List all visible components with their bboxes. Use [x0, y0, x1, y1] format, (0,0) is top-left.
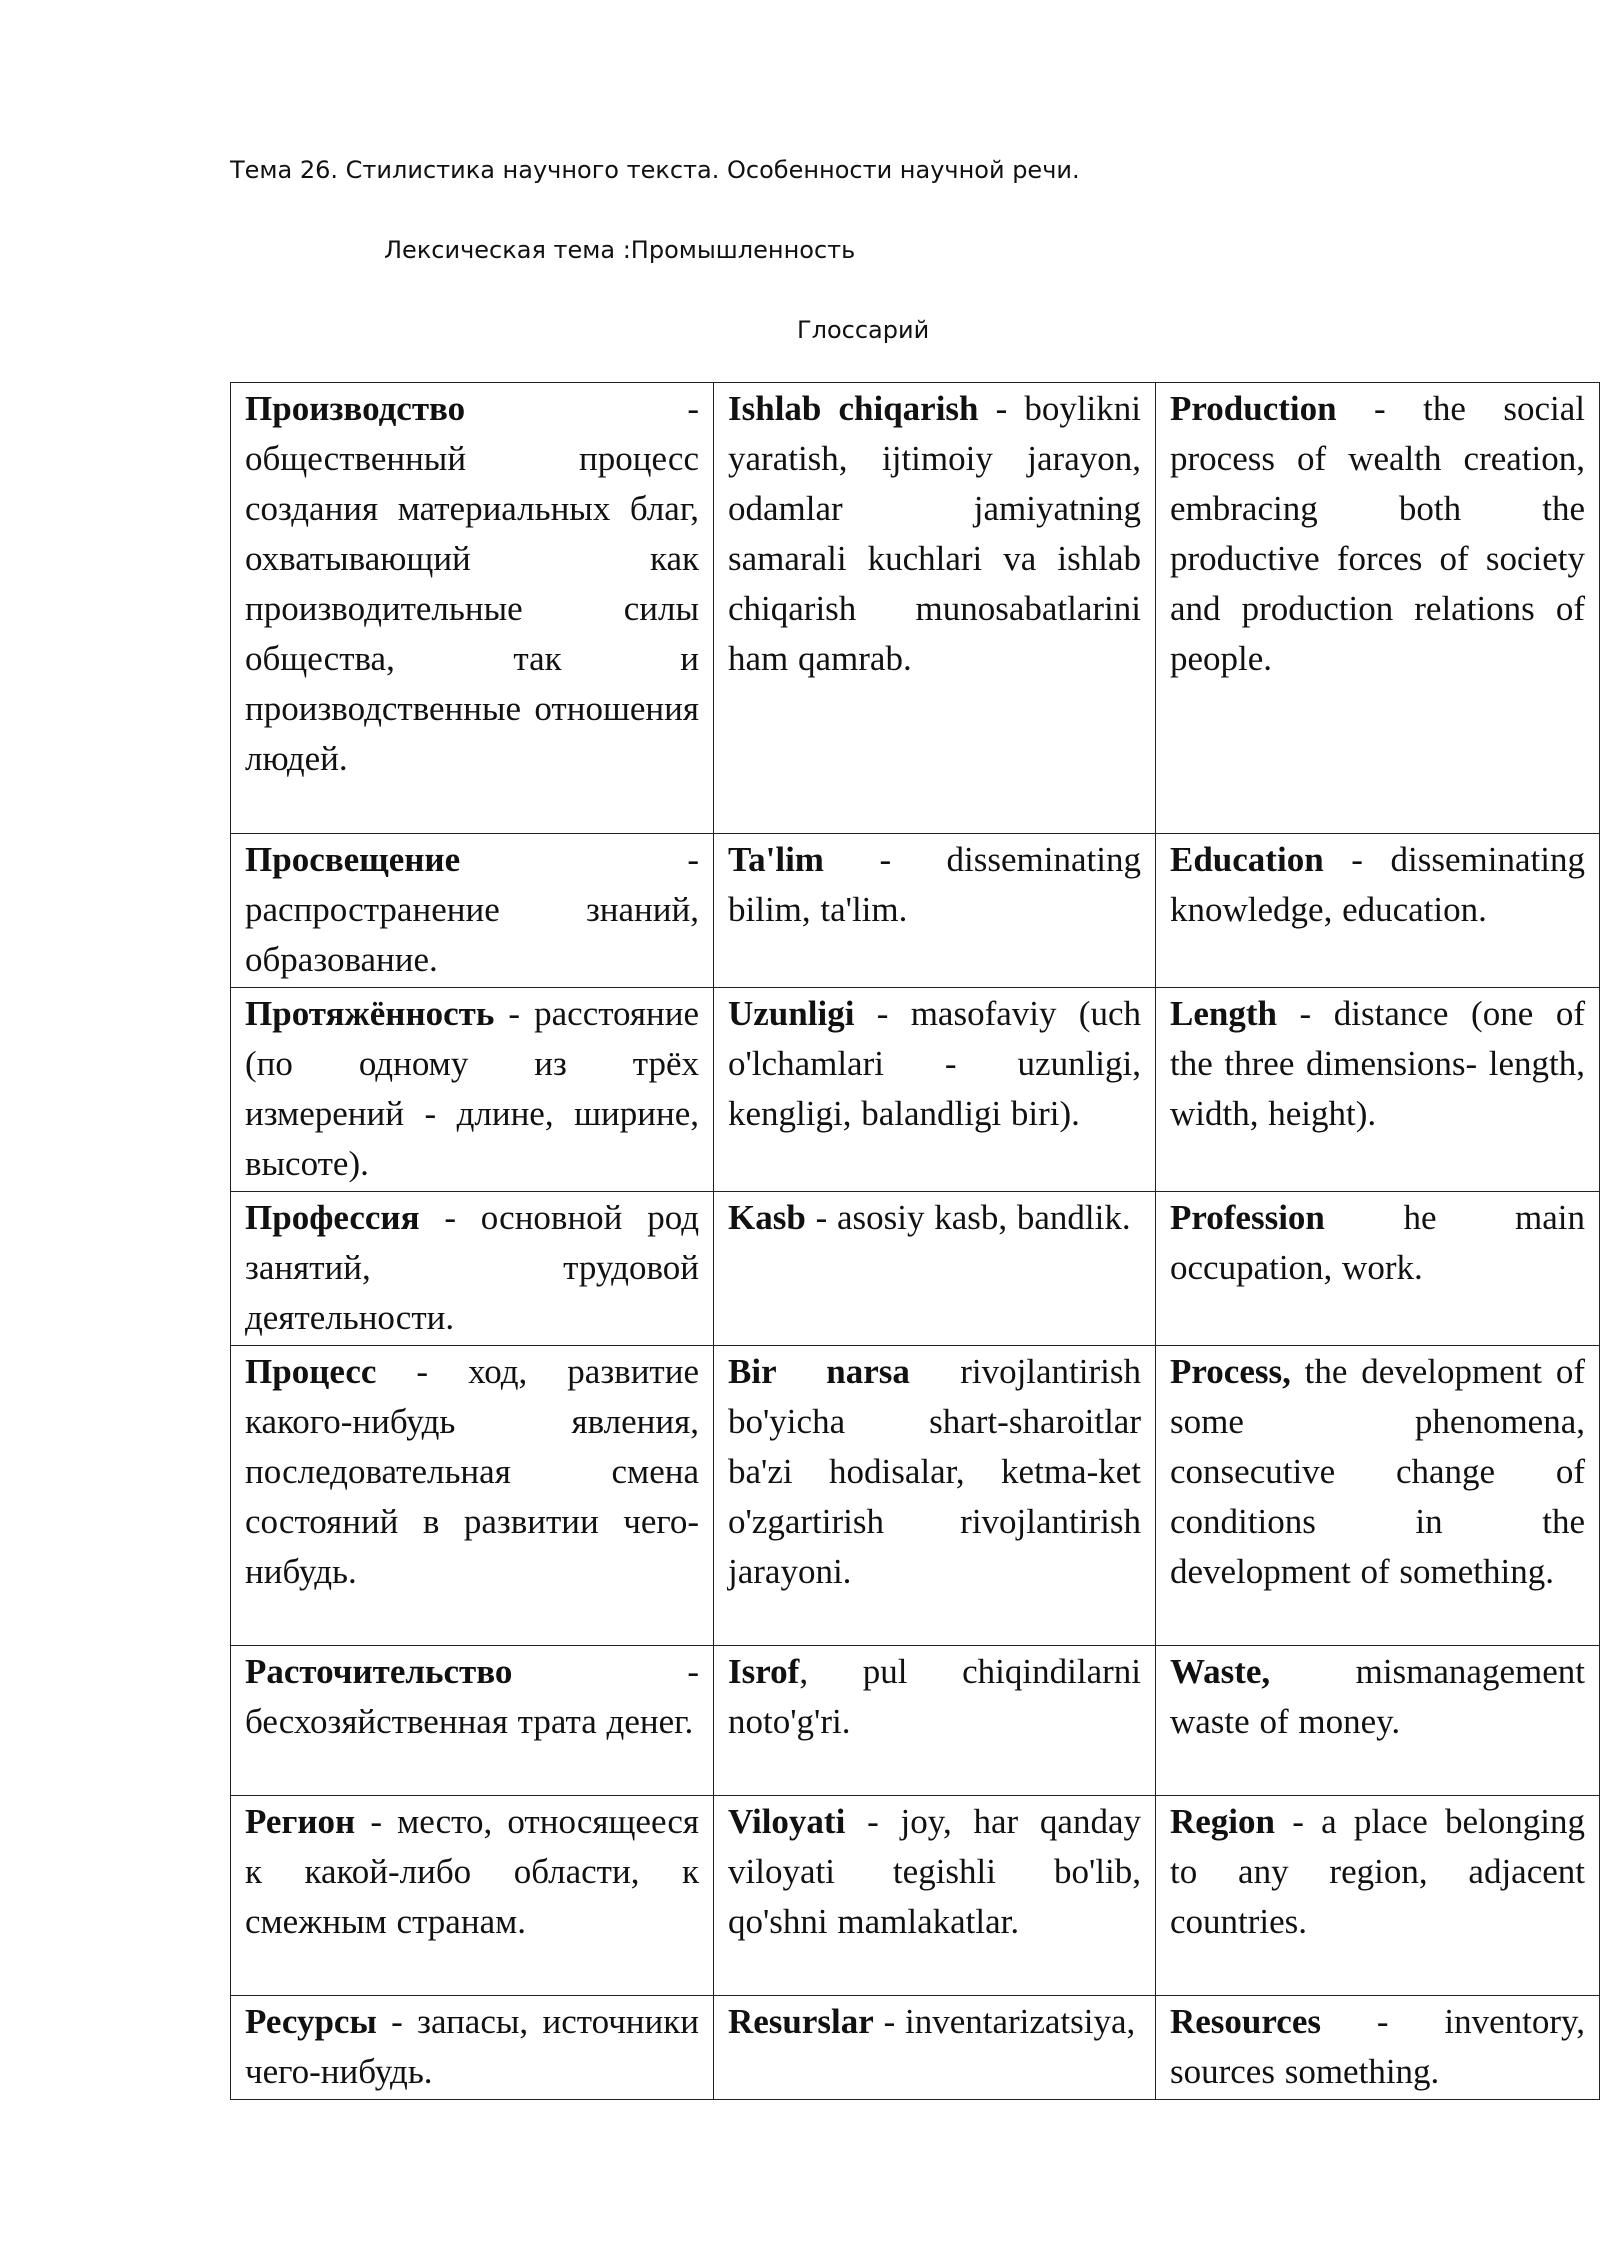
lexical-topic-heading: Лексическая тема :Промышленность	[384, 236, 856, 264]
table-row	[231, 834, 1600, 988]
topic-heading: Тема 26. Стилистика научного текста. Особенности научной речи.	[230, 156, 1080, 184]
russian-cell	[231, 383, 714, 834]
table-row	[231, 1192, 1600, 1346]
russian-cell	[231, 988, 714, 1192]
uzbek-definition: - asosiy kasb, bandlik.	[805, 1198, 1131, 1237]
uzbek-definition: , pul chiqindilarni noto'g'ri.	[728, 1652, 1141, 1741]
table-row	[231, 1646, 1600, 1796]
uzbek-cell	[714, 383, 1156, 834]
table-row	[231, 1346, 1600, 1646]
russian-cell	[231, 1346, 714, 1646]
english-term: Process,	[1170, 1352, 1291, 1391]
uzbek-cell	[714, 1796, 1156, 1996]
uzbek-definition: - boylikni yaratish, ijtimoiy jarayon, odamlar jamiyatning samarali kuchlari va ishlab chiqarish munosabatlarini ham qamrab.	[728, 389, 1141, 678]
uzbek-term: Bir narsa	[728, 1352, 910, 1391]
english-definition: - distance (one of the three dimensions- length, width, height).	[1170, 994, 1585, 1133]
english-cell	[1156, 988, 1600, 1192]
russian-definition: - бесхозяйственная трата денег.	[245, 1652, 699, 1741]
russian-cell	[231, 1996, 714, 2100]
table-row	[231, 988, 1600, 1192]
table-row	[231, 1796, 1600, 1996]
english-definition: he main occupation, work.	[1170, 1198, 1585, 1287]
english-term: Waste,	[1170, 1652, 1271, 1691]
uzbek-cell	[714, 1192, 1156, 1346]
uzbek-term: Ishlab chiqarish	[728, 389, 979, 428]
russian-cell	[231, 834, 714, 988]
russian-term: Ресурсы	[245, 2002, 377, 2041]
russian-term: Расточительство	[245, 1652, 513, 1691]
english-term: Production	[1170, 389, 1337, 428]
uzbek-definition: - disseminating bilim, ta'lim.	[728, 840, 1141, 929]
english-term: Profession	[1170, 1198, 1325, 1237]
russian-term: Протяжённость	[245, 994, 495, 1033]
russian-cell	[231, 1646, 714, 1796]
english-cell	[1156, 1192, 1600, 1346]
uzbek-term: Kasb	[728, 1198, 806, 1237]
uzbek-cell	[714, 1346, 1156, 1646]
russian-term: Процесс	[245, 1352, 377, 1391]
russian-term: Регион	[245, 1802, 356, 1841]
english-definition: the development of some phenomena, consecutive change of conditions in the development of something.	[1170, 1352, 1585, 1591]
english-definition: - disseminating knowledge, education.	[1170, 840, 1585, 929]
russian-term: Производство	[245, 389, 466, 428]
english-cell	[1156, 1796, 1600, 1996]
table-row	[231, 1996, 1600, 2100]
table-row	[231, 383, 1600, 834]
uzbek-definition: - masofaviy (uch o'lchamlari - uzunligi, kengligi, balandligi biri).	[728, 994, 1141, 1133]
russian-definition: - ход, развитие какого-нибудь явления, последовательная смена состояний в развитии чего-нибудь.	[245, 1352, 699, 1591]
russian-term: Профессия	[245, 1198, 420, 1237]
russian-term: Просвещение	[245, 840, 461, 879]
english-cell	[1156, 1646, 1600, 1796]
uzbek-cell	[714, 988, 1156, 1192]
uzbek-definition: - joy, har qanday viloyati tegishli bo'lib, qo'shni mamlakatlar.	[728, 1802, 1141, 1941]
uzbek-term: Isrof	[728, 1652, 800, 1691]
uzbek-cell	[714, 834, 1156, 988]
russian-definition: - место, относящееся к какой-либо области, к смежным странам.	[245, 1802, 699, 1941]
english-cell	[1156, 1996, 1600, 2100]
uzbek-cell	[714, 1996, 1156, 2100]
russian-definition: - общественный процесс создания материальных благ, охватывающий как производительные силы общества, так и производственные отношения людей.	[245, 389, 699, 778]
english-term: Region	[1170, 1802, 1275, 1841]
uzbek-cell	[714, 1646, 1156, 1796]
english-definition: - inventory, sources something.	[1170, 2002, 1585, 2091]
uzbek-term: Resurslar	[728, 2002, 874, 2041]
uzbek-term: Ta'lim	[728, 840, 824, 879]
uzbek-definition: - inventarizatsiya,	[873, 2002, 1136, 2041]
glossary-title: Глоссарий	[797, 316, 930, 344]
english-definition: - a place belonging to any region, adjacent countries.	[1170, 1802, 1585, 1941]
english-definition: mismanagement waste of money.	[1170, 1652, 1585, 1741]
uzbek-term: Viloyati	[728, 1802, 846, 1841]
english-cell	[1156, 1346, 1600, 1646]
uzbek-term: Uzunligi	[728, 994, 855, 1033]
english-cell	[1156, 834, 1600, 988]
english-term: Length	[1170, 994, 1277, 1033]
english-cell	[1156, 383, 1600, 834]
english-definition: - the social process of wealth creation, embracing both the productive forces of society and production relations of people.	[1170, 389, 1585, 678]
glossary-table	[230, 382, 1600, 2100]
russian-definition: - основной род занятий, трудовой деятельности.	[245, 1198, 699, 1337]
russian-cell	[231, 1796, 714, 1996]
russian-definition: - запасы, источники чего-нибудь.	[245, 2002, 699, 2091]
russian-definition: - распространение знаний, образование.	[245, 840, 699, 979]
russian-definition: - расстояние (по одному из трёх измерений - длине, ширине, высоте).	[245, 994, 699, 1183]
english-term: Resources	[1170, 2002, 1321, 2041]
uzbek-definition: rivojlantirish bo'yicha shart-sharoitlar ba'zi hodisalar, ketma-ket o'zgartirish rivojlantirish jarayoni.	[728, 1352, 1141, 1591]
english-term: Education	[1170, 840, 1324, 879]
russian-cell	[231, 1192, 714, 1346]
